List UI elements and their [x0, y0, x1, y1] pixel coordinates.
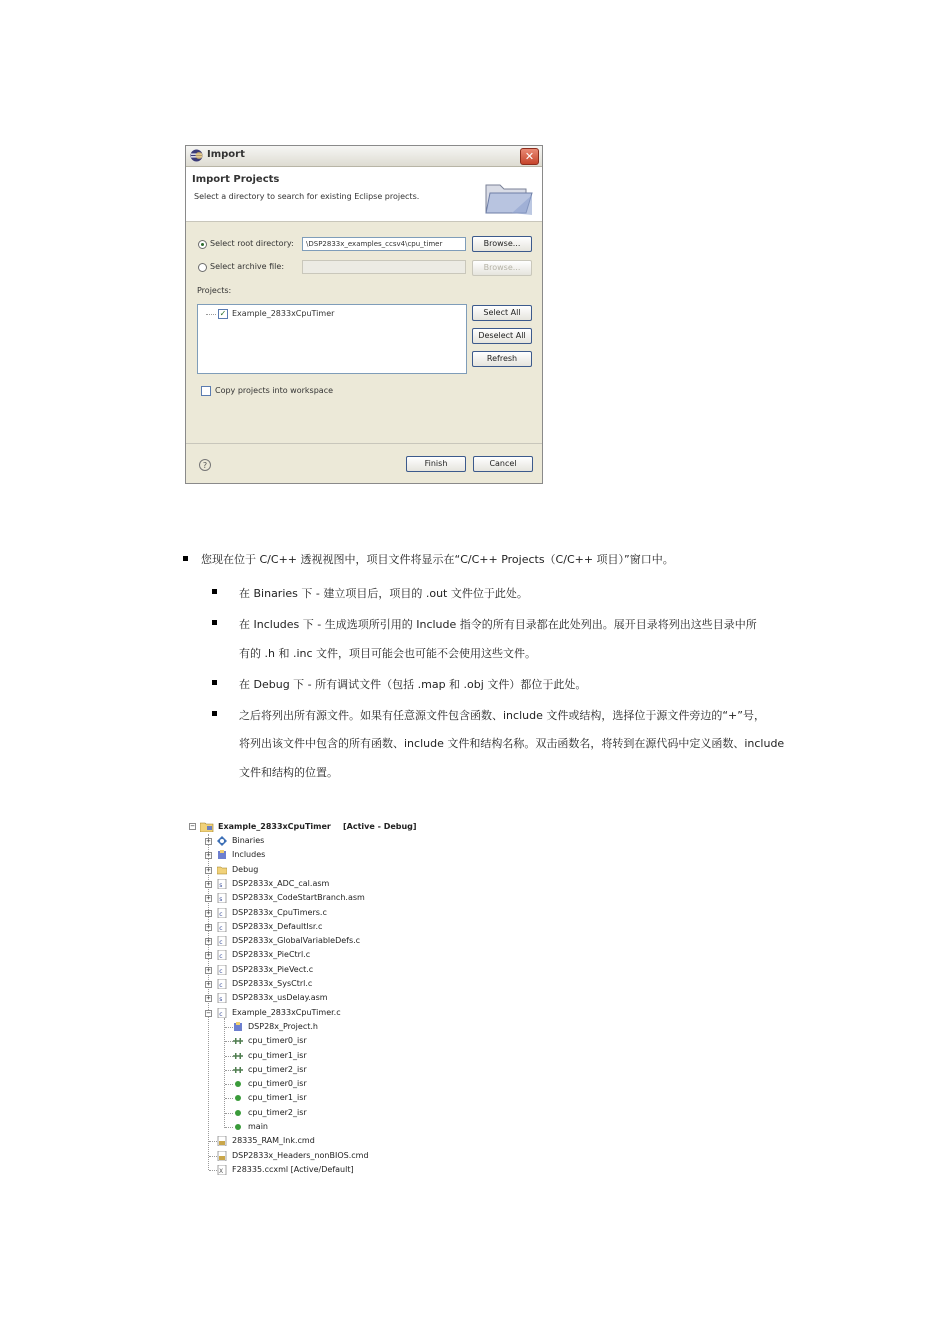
include-file-icon [233, 1022, 243, 1032]
ccxml-file-icon [217, 1165, 227, 1175]
cmd-file-icon [217, 1151, 227, 1161]
tree-item[interactable]: Binaries [232, 836, 265, 845]
tree-item[interactable]: DSP2833x_usDelay.asm [232, 993, 328, 1003]
tree-item[interactable]: F28335.ccxml [Active/Default] [232, 1164, 354, 1174]
tree-item[interactable]: Includes [232, 850, 266, 860]
bullet-marker [183, 556, 188, 561]
tree-item[interactable]: main [248, 1122, 268, 1131]
close-button[interactable]: ✕ [520, 148, 539, 165]
banner-title: Import Projects [192, 174, 280, 185]
root-directory-radio[interactable] [198, 240, 207, 249]
tree-connector [225, 1127, 233, 1128]
svg-text:s: s [219, 996, 223, 1004]
includes-icon [217, 850, 227, 860]
tree-root-status: [Active - Debug] [343, 822, 417, 831]
function-declaration-icon [233, 1065, 243, 1075]
c-file-icon [217, 936, 227, 946]
tree-item[interactable]: cpu_timer2_isr [248, 1064, 307, 1074]
sub-bullet-text: 文件和结构的位置。 [239, 766, 338, 779]
tree-expander[interactable]: + [206, 894, 211, 903]
tree-expander[interactable]: − [206, 1008, 211, 1017]
folder-icon [482, 175, 534, 217]
tree-expander[interactable]: + [206, 851, 211, 860]
cancel-button[interactable]: Cancel [473, 456, 533, 472]
deselect-all-button[interactable]: Deselect All [472, 328, 532, 344]
tree-connector [225, 1070, 233, 1071]
tree-expander[interactable]: + [206, 837, 211, 845]
tree-item[interactable]: DSP2833x_GlobalVariableDefs.c [232, 936, 361, 946]
tree-connector [225, 1056, 233, 1057]
list-connector [206, 314, 216, 315]
refresh-button[interactable]: Refresh [472, 351, 532, 367]
c-file-icon [217, 1008, 227, 1018]
function-icon [233, 1093, 243, 1103]
sub-bullet-marker [212, 589, 217, 594]
function-icon [233, 1079, 243, 1089]
button-bar-divider [186, 443, 542, 444]
tree-expander[interactable]: + [206, 980, 211, 988]
eclipse-icon [190, 149, 203, 162]
browse-root-button[interactable]: Browse... [472, 236, 532, 252]
svg-text:c: c [219, 967, 223, 975]
c-file-icon [217, 979, 227, 989]
tree-item[interactable]: Debug [232, 864, 259, 874]
tree-item[interactable]: DSP2833x_DefaultIsr.c [232, 921, 323, 931]
svg-text:c: c [219, 924, 223, 932]
tree-expander[interactable]: + [206, 865, 211, 874]
tree-connector [209, 1156, 217, 1157]
c-file-icon [217, 922, 227, 932]
project-checkbox[interactable]: ✓ [219, 309, 227, 318]
asm-file-icon [217, 893, 227, 903]
import-dialog [185, 145, 543, 484]
sub-bullet-text: 有的 .h 和 .inc 文件，项目可能会也可能不会使用这些文件。 [239, 647, 537, 660]
archive-file-input[interactable] [302, 260, 466, 274]
archive-file-radio[interactable] [198, 263, 207, 272]
c-file-icon [217, 908, 227, 918]
sub-bullet-text: 之后将列出所有源文件。如果有任意源文件包含函数、include 文件或结构，选择位于源文件旁边的“+”号， [239, 709, 765, 722]
tree-expander[interactable]: + [206, 994, 211, 1003]
tree-item[interactable]: DSP2833x_Headers_nonBIOS.cmd [232, 1150, 369, 1160]
tree-expander[interactable]: + [206, 951, 211, 960]
banner-description: Select a directory to search for existing Eclipse projects. [194, 192, 420, 201]
tree-item[interactable]: DSP2833x_CpuTimers.c [232, 907, 327, 917]
sub-bullet-marker [212, 620, 217, 625]
tree-item[interactable]: DSP2833x_PieCtrl.c [232, 950, 311, 960]
browse-archive-button[interactable]: Browse... [472, 260, 532, 276]
tree-expander[interactable]: + [206, 879, 211, 888]
root-directory-label: Select root directory: [210, 239, 294, 248]
sub-bullet-text: 在 Binaries 下 - 建立项目后，项目的 .out 文件位于此处。 [239, 587, 528, 600]
tree-root-label[interactable]: Example_2833xCpuTimer [218, 822, 331, 831]
tree-expander[interactable]: + [206, 908, 211, 917]
function-declaration-icon [233, 1036, 243, 1046]
projects-label: Projects: [197, 286, 232, 295]
svg-text:c: c [219, 1010, 223, 1018]
svg-text:c: c [219, 939, 223, 947]
tree-item[interactable]: DSP2833x_SysCtrl.c [232, 979, 313, 988]
tree-item[interactable]: DSP2833x_PieVect.c [232, 964, 314, 974]
dialog-titlebar [186, 146, 542, 167]
dialog-title: Import [207, 149, 245, 160]
tree-connector [225, 1098, 233, 1099]
cmd-file-icon [217, 1136, 227, 1146]
root-collapse-toggle[interactable]: − [190, 822, 195, 830]
svg-text:X: X [219, 1167, 224, 1175]
svg-text:c: c [219, 982, 223, 989]
tree-connector [225, 1084, 233, 1085]
function-declaration-icon [233, 1051, 243, 1061]
tree-item[interactable]: cpu_timer2_isr [248, 1107, 307, 1117]
sub-bullet-marker [212, 711, 217, 716]
sub-bullet-text: 在 Debug 下 - 所有调试文件（包括 .map 和 .obj 文件）都位于此处。 [239, 678, 587, 691]
tree-connector [225, 1113, 233, 1114]
select-all-button[interactable]: Select All [472, 305, 532, 321]
finish-button[interactable]: Finish [406, 456, 466, 472]
asm-file-icon [217, 879, 227, 889]
project-item[interactable]: Example_2833xCpuTimer [232, 309, 335, 318]
tree-item[interactable]: cpu_timer0_isr [248, 1036, 307, 1046]
function-icon [233, 1108, 243, 1118]
c-file-icon [217, 965, 227, 975]
binaries-icon [217, 836, 227, 846]
svg-text:c: c [219, 953, 223, 961]
tree-expander[interactable]: + [206, 965, 211, 974]
archive-file-label: Select archive file: [210, 262, 285, 271]
svg-text:c: c [219, 910, 223, 918]
tree-connector [209, 1141, 217, 1142]
tree-connector [225, 1041, 233, 1042]
root-directory-input[interactable]: \DSP2833x_examples_ccsv4\cpu_timer [302, 237, 466, 251]
dialog-banner [186, 167, 542, 222]
project-tree [185, 820, 485, 1180]
help-icon[interactable]: ? [199, 459, 211, 471]
asm-file-icon [217, 993, 227, 1003]
copy-projects-checkbox[interactable] [201, 386, 211, 396]
tree-item[interactable]: DSP2833x_CodeStartBranch.asm [232, 893, 365, 903]
sub-bullet-marker [212, 680, 217, 685]
sub-bullet-text: 将列出该文件中包含的所有函数、include 文件和结构名称。双击函数名，将转到在源代码中定义函数、include [239, 737, 785, 750]
tree-connector [209, 1170, 217, 1171]
tree-expander[interactable]: + [206, 922, 211, 931]
tree-expander[interactable]: + [206, 937, 211, 946]
tree-item[interactable]: DSP2833x_ADC_cal.asm [232, 878, 330, 888]
c-file-icon [217, 950, 227, 960]
tree-item[interactable]: cpu_timer0_isr [248, 1079, 307, 1089]
main-bullet-text: 您现在位于 C/C++ 透视视图中，项目文件将显示在“C/C++ Projects（C/C++ 项目）”窗口中。 [201, 553, 674, 566]
svg-text:s: s [219, 881, 223, 889]
tree-connector [225, 1027, 233, 1028]
projects-list[interactable] [197, 304, 467, 374]
tree-guide [224, 1018, 225, 1128]
sub-bullet-text: 在 Includes 下 - 生成选项所引用的 Include 指令的所有目录都在此处列出。展开目录将列出这些目录中所 [239, 618, 757, 631]
tree-item[interactable]: cpu_timer1_isr [248, 1093, 307, 1103]
svg-text:s: s [219, 896, 223, 904]
tree-item[interactable]: DSP28x_Project.h [248, 1021, 318, 1031]
folder-icon [217, 865, 227, 875]
tree-item[interactable]: 28335_RAM_lnk.cmd [232, 1136, 315, 1146]
copy-projects-label: Copy projects into workspace [215, 386, 334, 395]
project-folder-icon [200, 822, 214, 832]
tree-item[interactable]: cpu_timer1_isr [248, 1050, 307, 1060]
function-icon [233, 1122, 243, 1132]
tree-item[interactable]: Example_2833xCpuTimer.c [232, 1007, 341, 1017]
